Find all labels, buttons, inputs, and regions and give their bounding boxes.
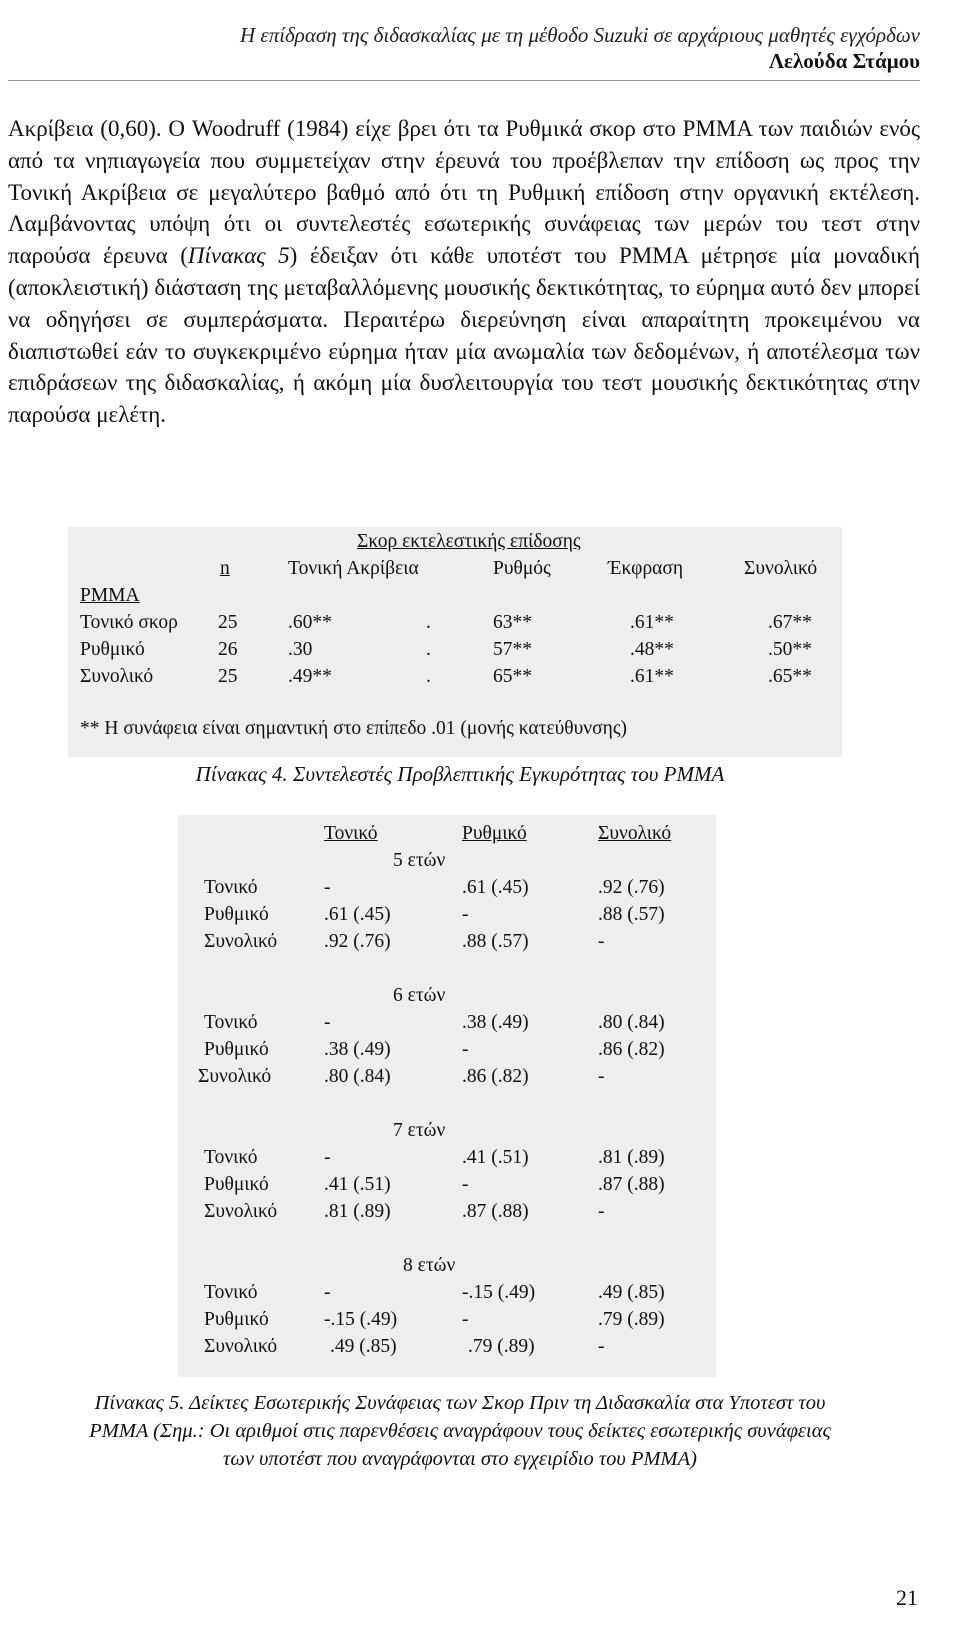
table5-cell: -: [598, 931, 605, 952]
table5-cell: .80 (.84): [324, 1066, 391, 1087]
page-number: 21: [896, 1585, 918, 1610]
table5-row-label: Τονικό: [204, 1282, 258, 1303]
table-5: [178, 815, 716, 1377]
table4-row-label: Ρυθμικό: [80, 639, 145, 660]
table4-caption: Πίνακας 4. Συντελεστές Προβλεπτικής Εγκυρότητας του PMMA: [195, 762, 725, 786]
body-text-part1: Ακρίβεια (0,60). Ο Woodruff (1984) είχε βρει ότι τα Ρυθμικά σκορ στο PMMA των παιδιών ενός από τα νηπιαγωγεία που συμμετείχαν στην έρευνά του προέβλεπαν την επίδοση ως προς την Τονική Ακρίβεια σε μεγαλύτερο βαθμό από ότι τη Ρυθμική επίδοση στην οργανική εκτέλεση. Λαμβάνοντας υπόψη ότι οι συντελεστές εσωτερικής συνάφειας των μερών του τεστ στην παρούσα έρευνα (: [8, 116, 920, 269]
table5-cell: .61 (.45): [462, 877, 529, 898]
table5-caption-line: Πίνακας 5. Δείκτες Εσωτερικής Συνάφειας των Σκορ Πριν τη Διδασκαλία στα Υποτεστ του: [94, 1392, 826, 1414]
table5-caption-line: PMMA (Σημ.: Οι αριθμοί στις παρενθέσεις αναγράφουν τους δείκτες εσωτερικής συνάφειας: [89, 1420, 831, 1442]
table4-cell: .61**: [630, 612, 674, 633]
table5-col-header: Τονικό: [324, 823, 378, 844]
table4-col-header: Συνολικό: [744, 558, 818, 579]
table4-cell: .65**: [768, 666, 812, 687]
table5-row-label: Τονικό: [204, 877, 258, 898]
table4-row-group: PMMA: [80, 585, 140, 606]
table4-col-n: n: [220, 558, 230, 579]
table5-row-label: Συνολικό: [198, 1066, 272, 1087]
table4-cell: .50**: [768, 639, 812, 660]
table5-row-label: Ρυθμικό: [204, 1039, 269, 1060]
table-reference: Πίνακας 5: [187, 243, 290, 269]
table5-cell: .41 (.51): [462, 1147, 529, 1168]
table5-cell: .49 (.85): [330, 1336, 397, 1357]
table4-row-label: Τονικό σκορ: [80, 612, 178, 633]
table5-cell: .41 (.51): [324, 1174, 391, 1195]
table4-note: ** Η συνάφεια είναι σημαντική στο επίπεδο .01 (μονής κατεύθυνσης): [80, 718, 628, 739]
table4-group-header: Σκορ εκτελεστικής επίδοσης: [357, 531, 581, 552]
table5-row-label: Τονικό: [204, 1012, 258, 1033]
table4-cell: .: [426, 612, 431, 633]
table5-row-label: Τονικό: [204, 1147, 258, 1168]
table4-cell: .: [426, 639, 431, 660]
table5-row-label: Συνολικό: [204, 1336, 278, 1357]
table5-col-header: Ρυθμικό: [462, 823, 527, 844]
table4-row-label: Συνολικό: [80, 666, 154, 687]
table5-cell: .87 (.88): [598, 1174, 665, 1195]
running-header: [240, 22, 920, 74]
table4-cell: .61**: [630, 666, 674, 687]
table5-cell: -: [324, 1147, 331, 1168]
table5-cell: -: [462, 1039, 469, 1060]
table4-cell: 26: [218, 639, 238, 660]
table5-cell: -: [598, 1066, 605, 1087]
table5-cell: .38 (.49): [324, 1039, 391, 1060]
table5-row-label: Συνολικό: [204, 931, 278, 952]
table5-row-label: Ρυθμικό: [204, 1174, 269, 1195]
table4-cell: 57**: [493, 639, 532, 660]
table5-group-title: 5 ετών: [393, 850, 446, 871]
table5-cell: .92 (.76): [324, 931, 391, 952]
table4-cell: .67**: [768, 612, 812, 633]
table5-caption: [0, 1389, 920, 1473]
table5-group-title: 6 ετών: [393, 985, 446, 1006]
table5-cell: .38 (.49): [462, 1012, 529, 1033]
table5-col-header: Συνολικό: [598, 823, 672, 844]
table5-cell: .86 (.82): [462, 1066, 529, 1087]
table5-cell: .49 (.85): [598, 1282, 665, 1303]
table4-cell: .48**: [630, 639, 674, 660]
header-author: Λελούδα Στάμου: [768, 49, 920, 73]
table5-cell: -: [324, 877, 331, 898]
table5-cell: .79 (.89): [468, 1336, 535, 1357]
table4-cell: 65**: [493, 666, 532, 687]
table4-cell: .49**: [288, 666, 332, 687]
table4-cell: 25: [218, 612, 238, 633]
table5-cell: .81 (.89): [324, 1201, 391, 1222]
table5-row-label: Συνολικό: [204, 1201, 278, 1222]
body-paragraph: [8, 113, 920, 431]
table5-cell: .86 (.82): [598, 1039, 665, 1060]
header-divider: [8, 80, 920, 81]
table5-caption-line: των υποτέστ που αναγράφονται στο εγχειρίδιο του PMMA): [223, 1448, 697, 1470]
table5-cell: -: [462, 904, 469, 925]
table4-cell: .: [426, 666, 431, 687]
table5-cell: .80 (.84): [598, 1012, 665, 1033]
table5-cell: .79 (.89): [598, 1309, 665, 1330]
table4-cell: 63**: [493, 612, 532, 633]
table5-cell: -: [462, 1309, 469, 1330]
body-text-part2: ) έδειξαν ότι κάθε υποτέστ του PMMA μέτρησε μία μοναδική (αποκλειστική) διάσταση της μεταβαλλόμενης μουσικής δεκτικότητας, το εύρημα αυτό δεν μπορεί να οδηγήσει σε συμπεράσματα. Περαιτέρω διερεύνηση είναι απαραίτητη προκειμένου να διαπιστωθεί εάν το συγκεκριμένο εύρημα ήταν μία ανωμαλία των δεδομένων, ή αποτέλεσμα των επιδράσεων της διδασκαλίας, ή ακόμη μία δυσλειτουργία του τεστ μουσικής δεκτικότητας στην παρούσα μελέτη.: [8, 243, 920, 428]
table4-col-header: Ρυθμός: [493, 558, 551, 579]
table-4: [68, 527, 842, 757]
table5-group-title: 7 ετών: [393, 1120, 446, 1141]
table4-col-header: Τονική Ακρίβεια: [288, 558, 419, 579]
header-title: Η επίδραση της διδασκαλίας με τη μέθοδο Suzuki σε αρχάριους μαθητές εγχόρδων: [240, 23, 920, 47]
table5-cell: .88 (.57): [462, 931, 529, 952]
table5-cell: -: [598, 1336, 605, 1357]
table5-cell: -: [324, 1012, 331, 1033]
table5-cell: .81 (.89): [598, 1147, 665, 1168]
table5-cell: -: [462, 1174, 469, 1195]
table5-cell: .61 (.45): [324, 904, 391, 925]
table5-cell: -.15 (.49): [462, 1282, 536, 1303]
table5-cell: -: [324, 1282, 331, 1303]
table4-cell: 25: [218, 666, 238, 687]
table5-cell: -.15 (.49): [324, 1309, 398, 1330]
table4-col-header: Έκφραση: [608, 558, 684, 579]
table5-row-label: Ρυθμικό: [204, 1309, 269, 1330]
table4-cell: .30: [288, 639, 313, 660]
table5-cell: -: [598, 1201, 605, 1222]
table4-cell: .60**: [288, 612, 332, 633]
table5-cell: .87 (.88): [462, 1201, 529, 1222]
table5-cell: .92 (.76): [598, 877, 665, 898]
table5-row-label: Ρυθμικό: [204, 904, 269, 925]
table5-group-title: 8 ετών: [403, 1255, 456, 1276]
table5-cell: .88 (.57): [598, 904, 665, 925]
